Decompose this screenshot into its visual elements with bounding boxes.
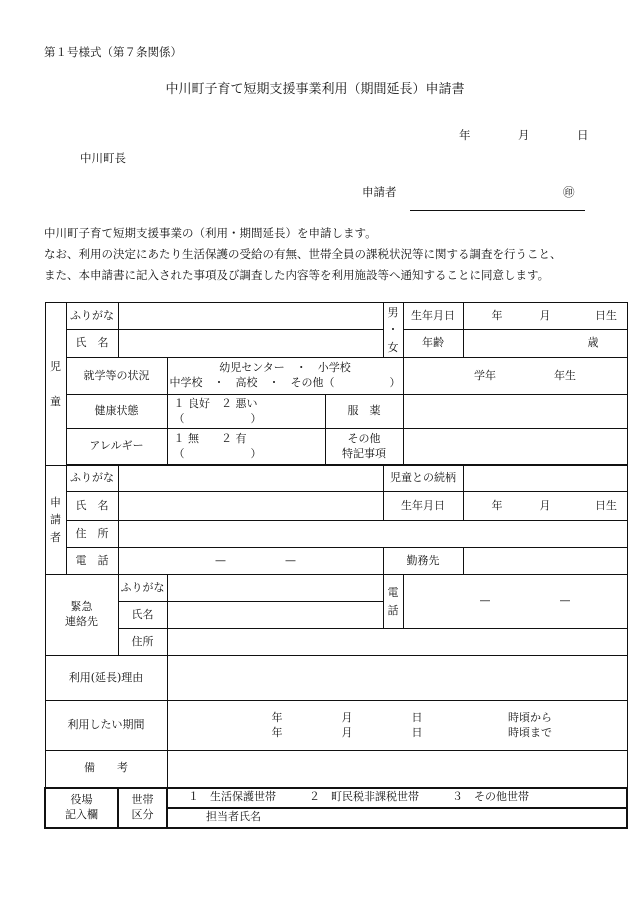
special-notes-label: その他 特記事項 <box>325 429 403 465</box>
medication-label: 服 薬 <box>325 395 403 429</box>
emergency-address-field[interactable] <box>167 629 627 656</box>
child-name-field[interactable] <box>118 330 383 358</box>
workplace-field[interactable] <box>463 548 627 575</box>
office-use-label: 役場 記入欄 <box>45 788 118 828</box>
applicant-birthdate-label: 生年月日 <box>383 492 463 521</box>
remarks-field[interactable] <box>167 751 627 788</box>
school-status-options[interactable]: 幼児センター ・ 小学校 中学校 ・ 高校 ・ その他（ ） <box>167 358 403 395</box>
child-age-field[interactable]: 歳 <box>463 330 627 358</box>
signature-line <box>410 210 585 211</box>
emergency-phone-field[interactable]: — — <box>403 575 627 629</box>
remarks-label: 備 考 <box>45 751 167 788</box>
emergency-name-field[interactable] <box>167 602 383 629</box>
applicant-name-field[interactable] <box>118 492 383 521</box>
applicant-name-label: 氏 名 <box>66 492 118 521</box>
declaration-line-2: なお、利用の決定にあたり生活保護の受給の有無、世帯全員の課税状況等に関する調査を行うこと、 <box>44 247 562 261</box>
emergency-name-label: 氏名 <box>118 602 167 629</box>
date-month-label: 月 <box>518 128 530 142</box>
household-category-label: 世帯 区分 <box>118 788 167 828</box>
usage-period-label: 利用したい期間 <box>45 701 167 751</box>
form-number: 第１号様式（第７条関係） <box>44 45 182 59</box>
emergency-address-label: 住所 <box>118 629 167 656</box>
health-status-label: 健康状態 <box>66 395 167 429</box>
applicant-phone-label: 電 話 <box>66 548 118 575</box>
child-section-label: 児 童 <box>45 303 66 466</box>
applicant-section-label: 申 請 者 <box>45 466 66 575</box>
addressee: 中川町長 <box>80 151 126 165</box>
special-notes-field[interactable] <box>403 429 627 465</box>
seal-mark: ㊞ <box>563 185 575 199</box>
page-title: 中川町子育て短期支援事業利用（期間延長）申請書 <box>165 82 465 97</box>
child-name-label: 氏 名 <box>66 330 118 358</box>
school-grade-field[interactable]: 学年 年生 <box>403 358 627 395</box>
child-furigana-field[interactable] <box>118 303 383 330</box>
date-day-label: 日 <box>577 128 589 142</box>
allergy-label: アレルギー <box>66 429 167 465</box>
usage-reason-label: 利用(延長)理由 <box>45 656 167 701</box>
child-age-label: 年齢 <box>403 330 463 358</box>
date-year-label: 年 <box>459 128 471 142</box>
emergency-furigana-field[interactable] <box>167 575 383 602</box>
health-status-options[interactable]: １ 良好 ２ 悪い（ ） <box>167 395 325 429</box>
allergy-options[interactable]: １ 無 ２ 有（ ） <box>167 429 325 465</box>
applicant-furigana-label: ふりがな <box>66 466 118 492</box>
applicant-phone-field[interactable]: — — <box>118 548 383 575</box>
staff-name-field[interactable]: 担当者氏名 <box>167 808 627 828</box>
medication-field[interactable] <box>403 395 627 429</box>
relation-label: 児童との続柄 <box>383 466 463 492</box>
child-birthdate-field[interactable]: 年 月 日生 <box>463 303 627 330</box>
household-category-options[interactable]: １ 生活保護世帯 ２ 町民税非課税世帯 ３ その他世帯 <box>167 788 627 808</box>
applicant-address-field[interactable] <box>118 521 627 548</box>
workplace-label: 勤務先 <box>383 548 463 575</box>
emergency-phone-label: 電 話 <box>383 575 403 629</box>
relation-field[interactable] <box>463 466 627 492</box>
application-form-table <box>44 302 628 829</box>
applicant-furigana-field[interactable] <box>118 466 383 492</box>
declaration-line-3: また、本申請書に記入された事項及び調査した内容等を利用施設等へ通知することに同意します。 <box>44 268 550 282</box>
emergency-contact-label: 緊急 連絡先 <box>45 575 118 656</box>
child-birthdate-label: 生年月日 <box>403 303 463 330</box>
usage-period-field[interactable]: 年 月 日 時頃から 年 月 日 時頃まで <box>167 701 627 751</box>
applicant-label: 申請者 <box>362 185 397 199</box>
usage-reason-field[interactable] <box>167 656 627 701</box>
child-sex-label[interactable]: 男 ・ 女 <box>383 303 403 358</box>
child-furigana-label: ふりがな <box>66 303 118 330</box>
emergency-furigana-label: ふりがな <box>118 575 167 602</box>
declaration-line-1: 中川町子育て短期支援事業の（利用・期間延長）を申請します。 <box>44 226 377 240</box>
applicant-address-label: 住 所 <box>66 521 118 548</box>
applicant-birthdate-field[interactable]: 年 月 日生 <box>463 492 627 521</box>
school-status-label: 就学等の状況 <box>66 358 167 395</box>
